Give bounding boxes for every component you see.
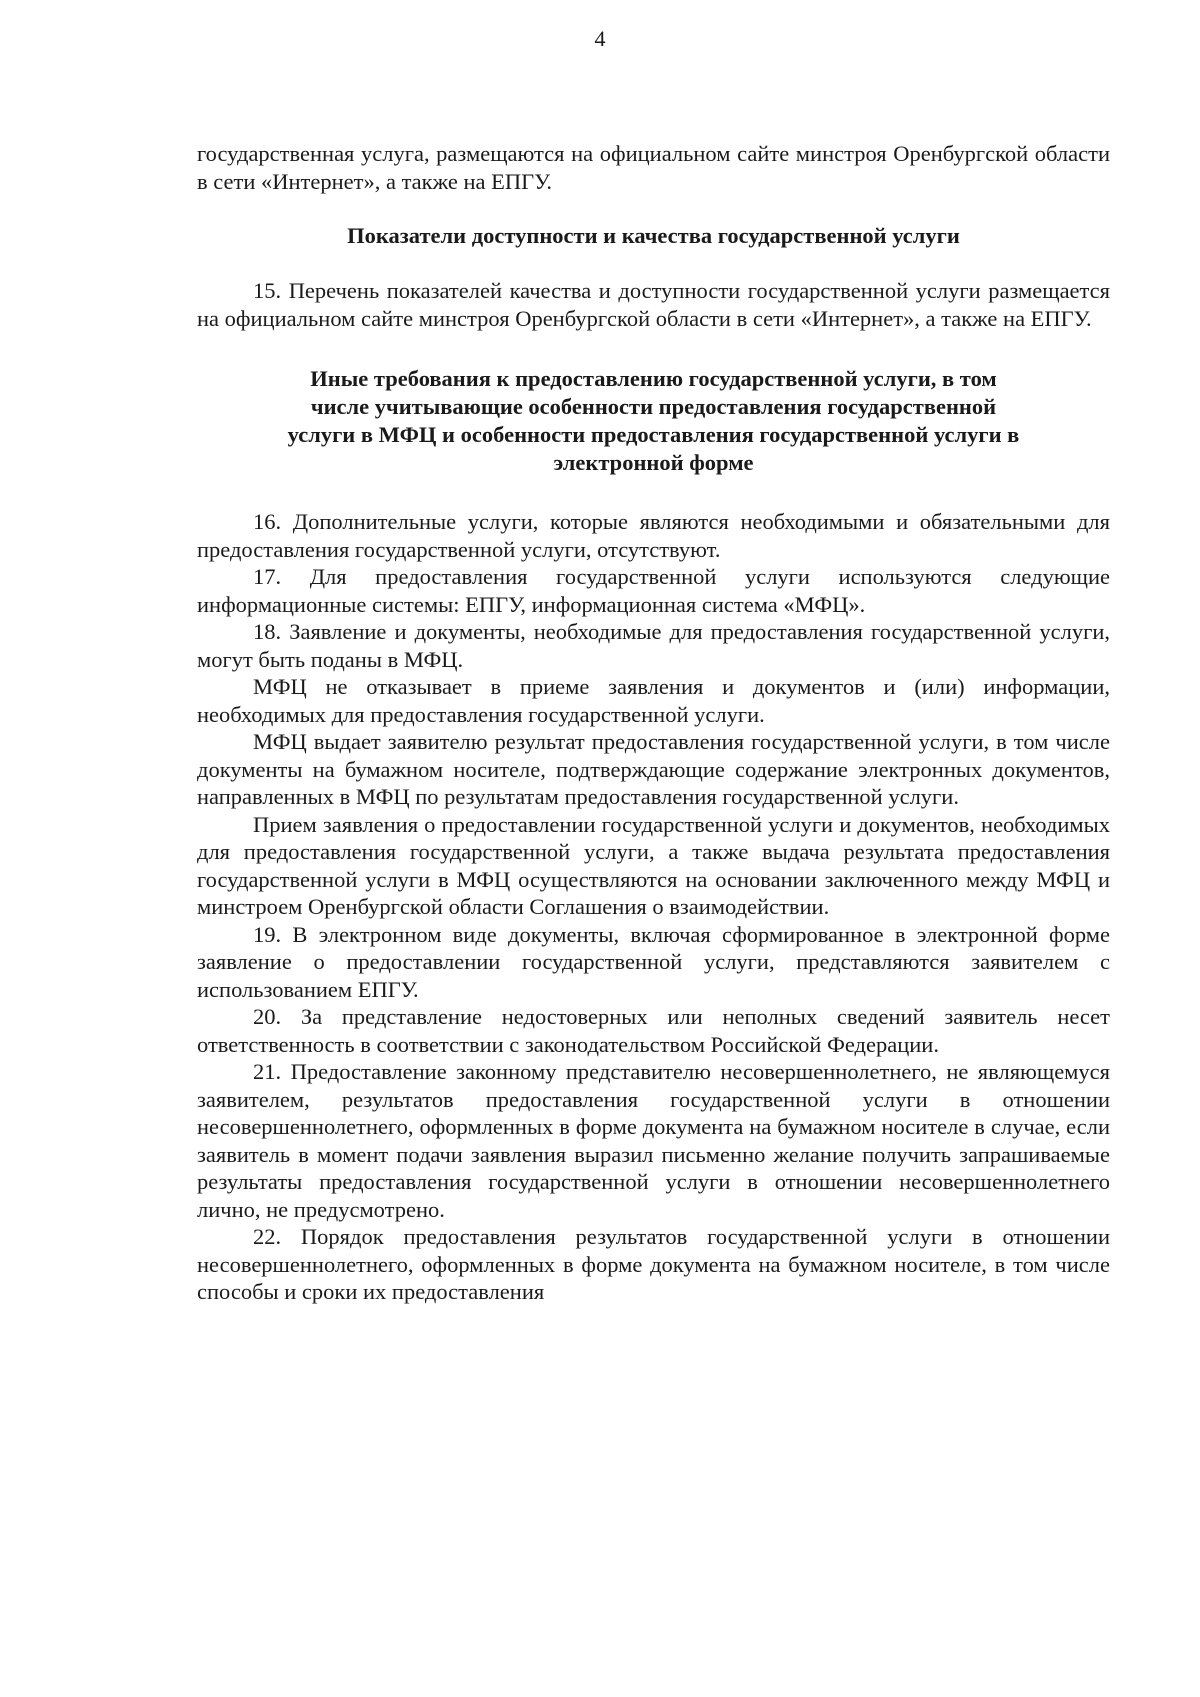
paragraph-22: 22. Порядок предоставления результатов государственной услуги в отношении несовершеннолетнего, оформленных в форме документа на бумажном носителе, в том числе способы и сроки их предоставления (197, 1224, 1110, 1304)
paragraph-18: 18. Заявление и документы, необходимые для предоставления государственной услуги, могут быть поданы в МФЦ. (197, 619, 1110, 672)
paragraph-15: 15. Перечень показателей качества и доступности государственной услуги размещается на официальном сайте минстроя Оренбургской области в сети «Интернет», а также на ЕПГУ. (197, 278, 1110, 331)
paragraph-20: 20. За представление недостоверных или неполных сведений заявитель несет ответственность в соответствии с законодательством Российской Федерации. (197, 1004, 1110, 1057)
section-heading-quality: Показатели доступности и качества государственной услуги (347, 223, 960, 248)
document-body (197, 140, 1110, 1306)
paragraph-16: 16. Дополнительные услуги, которые являются необходимыми и обязательными для предоставления государственной услуги, отсутствуют. (197, 509, 1110, 562)
heading-line-3: услуги в МФЦ и особенности предоставления государственной услуги в (287, 422, 1020, 447)
paragraph-18-mfc-issues-result: МФЦ выдает заявителю результат предоставления государственной услуги, в том числе документы на бумажном носителе, подтверждающие содержание электронных документов, направленных в МФЦ по результатам предоставления государственной услуги. (197, 729, 1110, 809)
page-number: 4 (594, 26, 606, 51)
heading-line-4: электронной форме (553, 450, 754, 475)
heading-line-2: числе учитывающие особенности предоставления государственной (310, 394, 997, 419)
paragraph-18-mfc-no-refusal: МФЦ не отказывает в приеме заявления и документов и (или) информации, необходимых для предоставления государственной услуги. (197, 674, 1110, 727)
intro-paragraph: государственная услуга, размещаются на официальном сайте минстроя Оренбургской области в сети «Интернет», а также на ЕПГУ. (197, 141, 1110, 194)
paragraph-19: 19. В электронном виде документы, включая сформированное в электронной форме заявление о предоставлении государственной услуги, представляются заявителем с использованием ЕПГУ. (197, 921, 1110, 1002)
paragraph-17: 17. Для предоставления государственной услуги используются следующие информационные системы: ЕПГУ, информационная система «МФЦ». (197, 564, 1110, 617)
paragraph-21: 21. Предоставление законному представителю несовершеннолетнего, не являющемуся заявителем, результатов предоставления государственной услуги в отношении несовершеннолетнего, оформленных в форме документа на бумажном носителе в случае, если заявитель в момент подачи заявления выразил письменно желание получить запрашиваемые результаты предоставления государственной услуги в отношении несовершеннолетнего лично, не предусмотрено. (197, 1059, 1110, 1222)
paragraph-18-reception-agreement: Прием заявления о предоставлении государственной услуги и документов, необходимых для предоставления государственной услуги, а также выдача результата предоставления государственной услуги в МФЦ осуществляются на основании заключенного между МФЦ и минстроем Оренбургской области Соглашения о взаимодействии. (197, 811, 1110, 919)
heading-line-1: Иные требования к предоставлению государственной услуги, в том (310, 366, 997, 391)
section-heading-other-requirements (197, 365, 1110, 477)
